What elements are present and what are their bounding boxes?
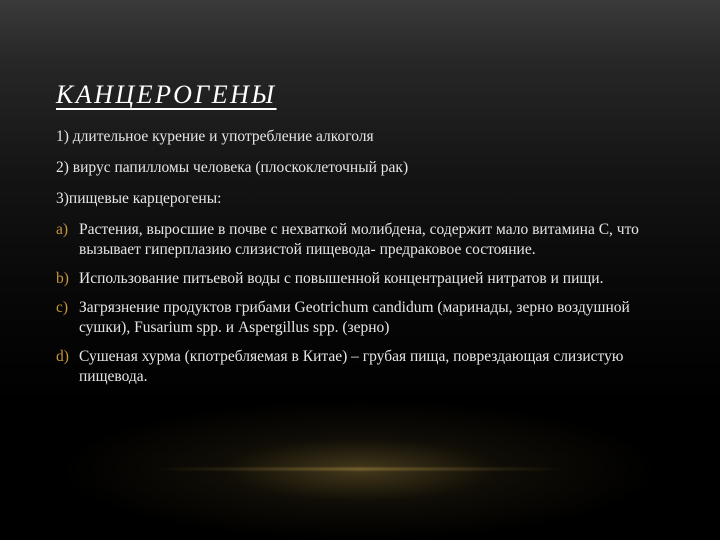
paragraph-1: 1) длительное курение и употребление алкоголя bbox=[56, 128, 374, 145]
list-text-d: Сушеная хурма (кпотребляемая в Китае) – грубая пища, поврездающая слизистую пищевода. bbox=[79, 348, 624, 385]
list-item-d bbox=[56, 347, 656, 387]
list-marker-c: c) bbox=[56, 299, 69, 316]
list-item-a bbox=[56, 220, 656, 260]
list-marker-a: a) bbox=[56, 221, 69, 238]
slide-content bbox=[56, 127, 656, 396]
list-marker-d: d) bbox=[56, 348, 69, 365]
list-text-a: Растения, выросшие в почве с нехваткой молибдена, содержит мало витамина С, что вызывает гиперплазию слизистой пищевода- предраковое состояние. bbox=[79, 221, 639, 258]
list-text-c: Загрязнение продуктов грибами Geotrichum candidum (маринады, зерно воздушной сушки), Fusarium spp. и Aspergillus spp. (зерно) bbox=[79, 299, 630, 336]
list-text-b: Использование питьевой воды с повышенной концентрацией нитратов и пищи. bbox=[79, 270, 604, 287]
paragraph-2: 2) вирус папилломы человека (плоскоклеточный рак) bbox=[56, 159, 409, 176]
glow-line bbox=[150, 468, 570, 470]
list-item-b bbox=[56, 269, 656, 289]
list-item-c bbox=[56, 298, 656, 338]
list-marker-b: b) bbox=[56, 270, 69, 287]
paragraph-3: 3)пищевые карцерогены: bbox=[56, 190, 222, 207]
slide-title: КАНЦЕРОГЕНЫ bbox=[56, 80, 277, 109]
carcinogen-list bbox=[56, 220, 656, 387]
